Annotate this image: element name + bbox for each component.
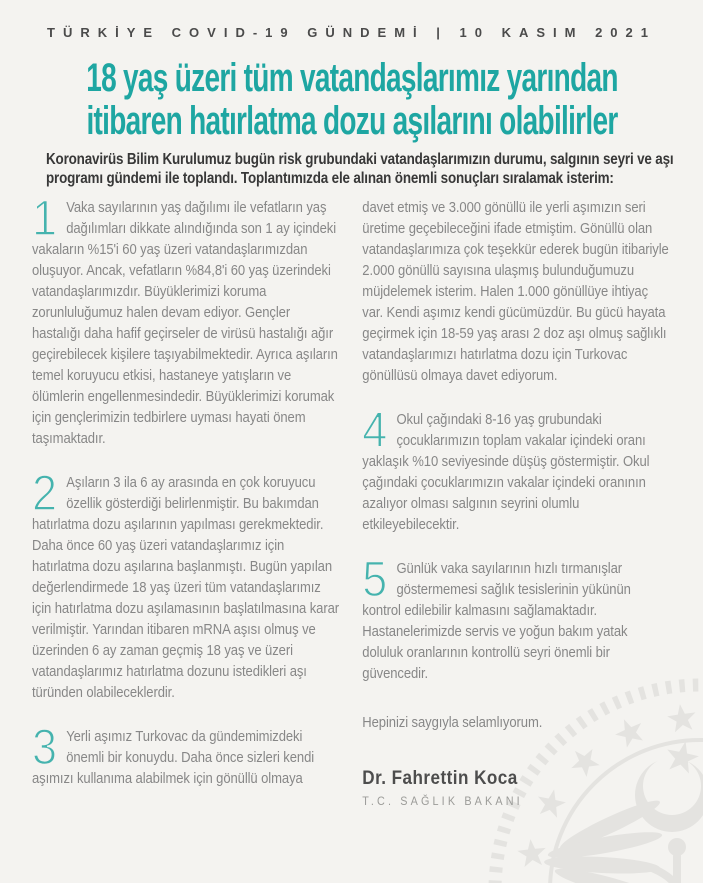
intro-paragraph: Koronavirüs Bilim Kurulumuz bugün risk grubundaki vatandaşlarımızın durumu, salgının seyri ve aşı programı gündemi ile toplandı. Toplantımızda ele alınan önemli sonuçları sıralamak isterim: — [46, 151, 674, 187]
signature-title: T.C. SAĞLIK BAKANI — [362, 794, 523, 808]
item-text-2: Aşıların 3 ila 6 ay arasında en çok koruyucu özellik gösterdiği belirlenmiştir. Bu bakımdan hatırlatma dozu aşılarının yapılması gerekmektedir. Daha önce 60 yaş üzeri vatandaşlarımız için hatırlatma dozu aşılarına başlanmıştı. Bugün yapılan değerlendirmede 18 yaş üzeri tüm vatandaşlarımız için hatırlatma dozu aşılamasının başlatılmasına karar verilmiştir. Yarından itibaren mRNA aşısı olmuş ve üzerinden 6 ay zaman geçmiş 18 yaş ve üzeri vatandaşlarımız hatırlatma dozunu istedikleri aşı türünden olabileceklerdir. — [32, 475, 340, 701]
item-number-3: 3 — [32, 719, 56, 775]
left-column — [32, 190, 341, 813]
headline-line-2: itibaren hatırlatma dozu aşılarını olabilirler — [86, 99, 618, 143]
list-item-4 — [362, 402, 671, 536]
list-item-1 — [32, 190, 341, 450]
item-text-1: Vaka sayılarının yaş dağılımı ile vefatların yaş dağılımları dikkate alındığında son 1 ay içindeki vakaların %15'i 60 yaş üzeri vatandaşlarımızdan oluşuyor. Ancak, vefatların %84,8'i 60 yaş üzerindeki vatandaşlarımızdır. Büyüklerimizi koruma zorunluluğumuz halen devam ediyor. Gençler hastalığı daha hafif geçirseler de virüsü hastalığı ağır geçirebilecek kişilere taşıyabilmektedir. Ayrıca aşıların temel koruyucu etkisi, hastaneye yatışların ve ölümlerin engellenmesindedir. Büyüklerimizi korumak için gençlerimizin tedbirlere uyması hayati önem taşımaktadır. — [32, 200, 338, 447]
item-text-4: Okul çağındaki 8-16 yaş grubundaki çocuklarımızın toplam vakalar içindeki oranı yaklaşık %10 seviyesinde düşüş göstermiştir. Okul çağındaki çocuklarımızın vakalar içindeki oranının azalıyor olması salgının seyrini olumlu etkileyebilecektir. — [362, 412, 650, 533]
right-column — [362, 198, 671, 813]
signature-name: Dr. Fahrettin Koca — [362, 768, 518, 789]
list-item-3-continuation: davet etmiş ve 3.000 gönüllü ile yerli aşımızın seri üretime geçebileceğini ifade etmiştim. Gönüllü olan vatandaşlarımıza çok teşekkür ederek bugün itibariyle 2.000 gönüllü sayısına ulaşmış bulunduğumuzu müjdelemek isterim. Halen 1.000 gönüllüye ihtiyaç var. Kendi aşımız kendi gücümüzdür. Bu gücü hayata geçirmek için 18-59 yaş arası 2 doz aşı olmuş sağlıklı vatandaşlarımızı hatırlatma dozu için Turkovac gönüllüsü olmaya davet ediyorum. — [362, 200, 669, 384]
item-text-5: Günlük vaka sayılarının hızlı tırmanışlar göstermemesi sağlık tesislerinin yükünün kontrol edilebilir kalmasını sağlamaktadır. Hastanelerimizde servis ve yoğun bakım yatak doluluk oranlarının kontrollü seyri önemli bir güvencedir. — [362, 561, 631, 682]
edition-header: TÜRKİYE COVID-19 GÜNDEMİ | 10 KASIM 2021 — [47, 25, 656, 40]
list-item-3 — [32, 719, 341, 790]
list-item-5 — [362, 551, 671, 685]
body-columns — [32, 190, 671, 813]
item-number-4: 4 — [362, 402, 386, 458]
item-text-3: Yerli aşımız Turkovac da gündemimizdeki önemli bir konuydu. Daha önce sizleri kendi aşımızı kullanıma alabilmek için gönüllü olmaya — [32, 729, 315, 787]
item-number-2: 2 — [32, 465, 56, 521]
signature-block — [362, 768, 671, 808]
list-item-2 — [32, 465, 341, 704]
item-number-1: 1 — [32, 190, 56, 246]
closing-line: Hepinizi saygıyla selamlıyorum. — [362, 715, 543, 731]
item-number-5: 5 — [362, 551, 386, 607]
headline — [30, 57, 674, 143]
headline-line-1: 18 yaş üzeri tüm vatandaşlarımız yarından — [86, 56, 618, 100]
